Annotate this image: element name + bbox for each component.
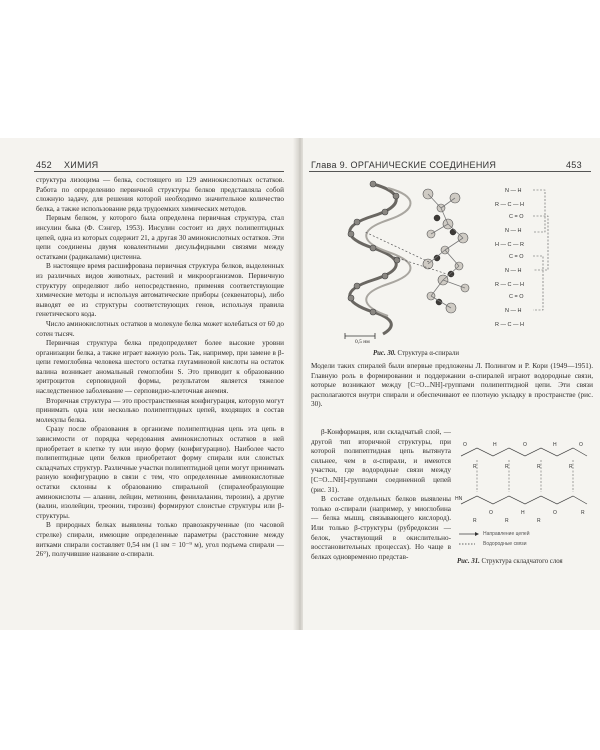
atom xyxy=(434,215,440,221)
svg-text:N — H: N — H xyxy=(505,268,522,274)
right-page xyxy=(303,138,600,630)
svg-text:O: O xyxy=(553,510,557,516)
svg-text:N — H: N — H xyxy=(505,228,522,234)
svg-text:C = O: C = O xyxy=(509,294,524,300)
right-page-number: 453 xyxy=(566,160,582,170)
right-page-body-column xyxy=(311,428,451,562)
figure-30-label: Рис. 30. xyxy=(373,350,396,357)
atom xyxy=(382,209,388,215)
svg-text:R — C — H: R — C — H xyxy=(495,282,525,288)
svg-text:R — C — H: R — C — H xyxy=(495,202,525,208)
atom xyxy=(348,231,354,237)
helix-backbone-schematic xyxy=(495,188,524,328)
figure-31-label: Рис. 31. xyxy=(457,558,480,565)
figure-30-text: Структура α-спирали xyxy=(397,350,459,357)
svg-text:HN: HN xyxy=(455,496,463,502)
atom xyxy=(394,257,400,263)
left-running-head: ХИМИЯ xyxy=(64,160,99,170)
svg-text:H: H xyxy=(553,442,557,448)
right-header-rule xyxy=(309,171,591,172)
atom xyxy=(354,283,360,289)
paragraph: Первым белком, у которого была определена первичная структура, стал инсулин быка (Ф. Сэнгер, 1953). Инсулин состоит из двух полипептидных цепей, одна из которых содержит 21, а другая 30 аминокислотных остатков. Эти цепи соединены двумя ковалентными дисульфидными связями между остатками (радикалами) цистеина. xyxy=(36,214,284,261)
book-spread xyxy=(0,138,600,630)
paragraph: В настоящее время расшифрована первичная структура белков, выделенных из различных видов животных, растений и микроорганизмов. Первичную структуру определяют либо непосредственно, применяя соответствующие химические методы и используя автоматические приборы (секвенаторы), либо выводят ее из структуры соответствующих генов, используя правила генетического кода. xyxy=(36,262,284,319)
left-page-number: 452 xyxy=(36,160,52,170)
legend-hbonds-label: Водородные связи xyxy=(483,541,527,547)
legend-direction-label: Направление цепей xyxy=(483,531,530,537)
paragraph: Первичная структура белка предопределяет более высокие уровни организации белка, а также играет важную роль. Так, например, при замене в β-цепи гемоглобина человека шестого остатка глутаминовой кислоты на остаток валина возникает аномальный гемоглобин S. Это приводит к образованию эритроцитов серповидной формы, результатом является тяжелое наследственное заболевание — серповидно-клеточная анемия. xyxy=(36,339,284,396)
svg-text:R: R xyxy=(537,464,541,470)
atom xyxy=(450,229,456,235)
svg-text:R: R xyxy=(473,464,477,470)
paragraph: Число аминокислотных остатков в молекуле белка может колебаться от 60 до сотен тысяч. xyxy=(36,319,284,338)
strand-2 xyxy=(461,496,587,504)
left-page xyxy=(0,138,297,630)
strand-1 xyxy=(461,448,587,456)
svg-text:R: R xyxy=(505,464,509,470)
svg-text:O: O xyxy=(579,442,583,448)
svg-text:C = O: C = O xyxy=(509,214,524,220)
svg-text:R: R xyxy=(537,518,541,524)
right-running-head: Глава 9. ОРГАНИЧЕСКИЕ СОЕДИНЕНИЯ xyxy=(311,160,497,170)
svg-text:C = O: C = O xyxy=(509,254,524,260)
svg-text:R: R xyxy=(505,518,509,524)
beta-sheet-figure xyxy=(453,438,593,556)
figure-30-caption xyxy=(373,350,459,358)
left-page-body xyxy=(36,176,284,560)
svg-text:N — H: N — H xyxy=(505,188,522,194)
svg-text:R: R xyxy=(569,464,573,470)
svg-text:R: R xyxy=(581,510,585,516)
helix-backbone-back xyxy=(366,188,410,316)
paragraph: Вторичная структура — это пространственная конфигурация, которую могут принимать одна или несколько полипептидных цепей, входящих в состав молекулы белка. xyxy=(36,396,284,424)
paragraph: β-Конформация, или складчатый слой, — другой тип вторичной структуры, при которой полипептидная цепь вытянута сильнее, чем в α-спирали, и имеются участки, где водородные связи между [C=O...NH]-группами соединенной цепей (рис. 31). xyxy=(311,428,451,494)
svg-text:O: O xyxy=(489,510,493,516)
paragraph: Сразу после образования в организме полипептидная цепь эта цепь в зависимости от порядка чередования аминокислотных остатков в ней приобретает в клетке ту или иную форму (конфигурацию). Наиболее часто полипептидные цепи белков приобретают форму спирали или слоистых складчатых структур. Различные участки полипептидной цепи могут принимать разную конфигурацию в связи с тем, что определенные аминокислотные остатки склонны к образованию спиральной (спиралеобразующие аминокислоты — аланин, лейцин, метионин, фенилаланин, тирозин), а другие (валин, изолейцин, треонин, тирозин) формируют слоистые структуры или β-структуры. xyxy=(36,425,284,520)
atom xyxy=(354,219,360,225)
paragraph: В составе отдельных белков выявлены только α-спирали (например, у миоглобина — белка мышц, связывающего кислород). Или только β-структуры (рубредоксин — белок, участвующий в окислительно-восстановительных процессах). Но чаще в белках одновременно представ- xyxy=(311,495,451,561)
figure-31-text: Структура складчатого слоя xyxy=(481,558,563,565)
atom xyxy=(393,193,399,199)
svg-text:R: R xyxy=(473,518,477,524)
atom xyxy=(370,245,376,251)
right-page-body-top xyxy=(311,362,593,410)
atom xyxy=(448,271,454,277)
atom xyxy=(370,181,376,187)
alpha-helix-figure xyxy=(333,176,563,341)
left-header-rule xyxy=(34,171,284,172)
atom xyxy=(382,273,388,279)
svg-text:R — C — H: R — C — H xyxy=(495,322,525,328)
svg-text:O: O xyxy=(463,442,467,448)
svg-text:H — C — R: H — C — R xyxy=(495,242,525,248)
paragraph: Модели таких спиралей были впервые предложены Л. Полингом и Р. Кори (1949—1951). Главную роль в формировании и поддержании α-спиралей играют водородные связи, которые возникают между [C=O...NH]-группами полипептидной цепи. Эти связи располагаются внутри спирали и обеспечивают ее плотную укладку в пространстве (рис. 30). xyxy=(311,362,593,409)
svg-text:O: O xyxy=(523,442,527,448)
scale-label: 0,5 нм xyxy=(355,339,370,345)
svg-text:H: H xyxy=(493,442,497,448)
paragraph: В природных белках выявлены только правозакрученные (по часовой стрелке) спирали, имеющие определенные параметры (расстояние между витками спирали составляет 0,54 нм (1 нм = 10⁻⁹ м), угол подъема спирали — 26°), получившие название α-спирали. xyxy=(36,521,284,559)
svg-text:N — H: N — H xyxy=(505,308,522,314)
figure-31-caption xyxy=(457,558,563,566)
paragraph: структура лизоцима — белка, состоящего из 129 аминокислотных остатков. Работа по определению первичной структуры белков представляла собой сложную задачу, для решения которой необходимо значительное количество белка, а также использование ряда трудоемких химических методов. xyxy=(36,176,284,213)
atom xyxy=(370,309,376,315)
atom xyxy=(348,295,354,301)
svg-text:H: H xyxy=(521,510,525,516)
